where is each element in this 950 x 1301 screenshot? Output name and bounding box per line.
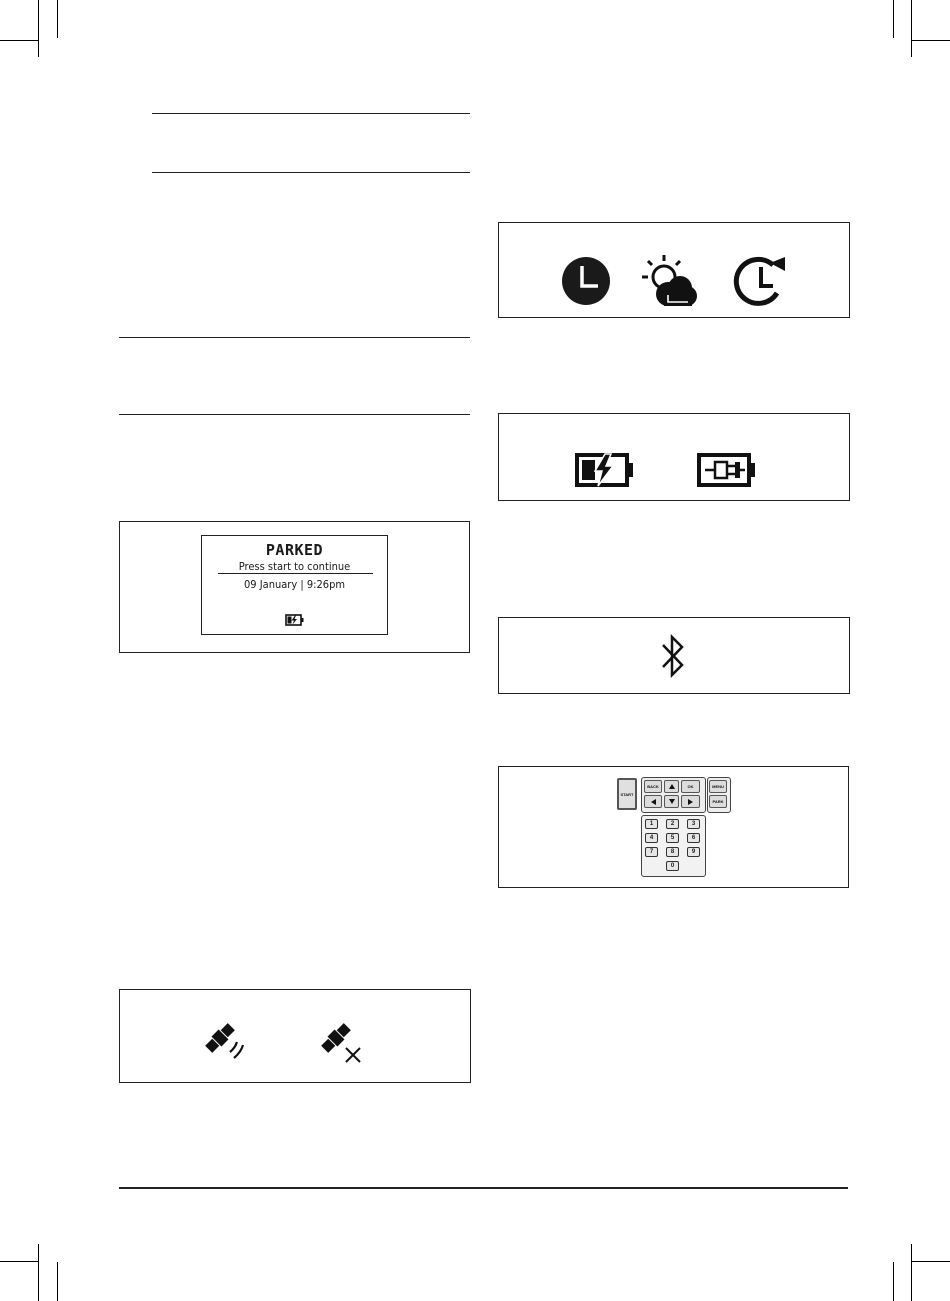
lcd-date-time: 09 January | 9:26pm [243,578,345,591]
arrow-up-icon [669,784,675,789]
lcd-status-title: PARKED [265,541,324,559]
down-arrow-key[interactable] [664,795,679,808]
footer-rule [119,1187,848,1189]
battery-charging-icon [285,614,305,626]
park-key[interactable]: PARK [709,795,727,808]
bluetooth-figure [498,617,850,694]
battery-icons-figure [498,413,850,501]
lcd-divider [218,573,373,574]
key-3[interactable]: 3 [687,819,700,829]
battery-plug-icon [697,452,759,488]
left-arrow-key[interactable] [644,795,662,808]
key-5[interactable]: 5 [666,833,679,843]
gps-icons-figure [119,989,471,1083]
divider [119,414,470,415]
satellite-no-signal-icon [316,1018,366,1064]
key-7[interactable]: 7 [645,847,658,857]
start-key[interactable]: START [617,778,637,810]
right-arrow-key[interactable] [681,795,700,808]
menu-key[interactable]: MENU [709,780,727,793]
clock-icon [560,255,612,307]
divider [119,337,470,338]
ok-key[interactable]: OK [681,780,700,793]
key-1[interactable]: 1 [645,819,658,829]
key-6[interactable]: 6 [687,833,700,843]
key-2[interactable]: 2 [666,819,679,829]
lcd-instruction: Press start to continue [238,560,351,573]
lcd-screen [201,535,388,635]
up-arrow-key[interactable] [664,780,679,793]
back-key[interactable]: BACK [644,780,662,793]
battery-charging-icon [575,452,637,488]
arrow-left-icon [651,799,656,805]
arrow-right-icon [688,799,693,805]
keypad [616,777,731,877]
timer-icons-figure [498,222,850,318]
bluetooth-icon [660,631,686,681]
key-8[interactable]: 8 [666,847,679,857]
key-9[interactable]: 9 [687,847,700,857]
key-0[interactable]: 0 [666,861,679,871]
key-4[interactable]: 4 [645,833,658,843]
satellite-signal-icon [200,1018,250,1064]
divider [152,172,470,173]
schedule-override-icon [733,255,789,307]
weather-timer-icon [638,251,702,309]
divider [152,113,470,114]
arrow-down-icon [669,799,675,804]
keypad-figure [498,766,849,888]
